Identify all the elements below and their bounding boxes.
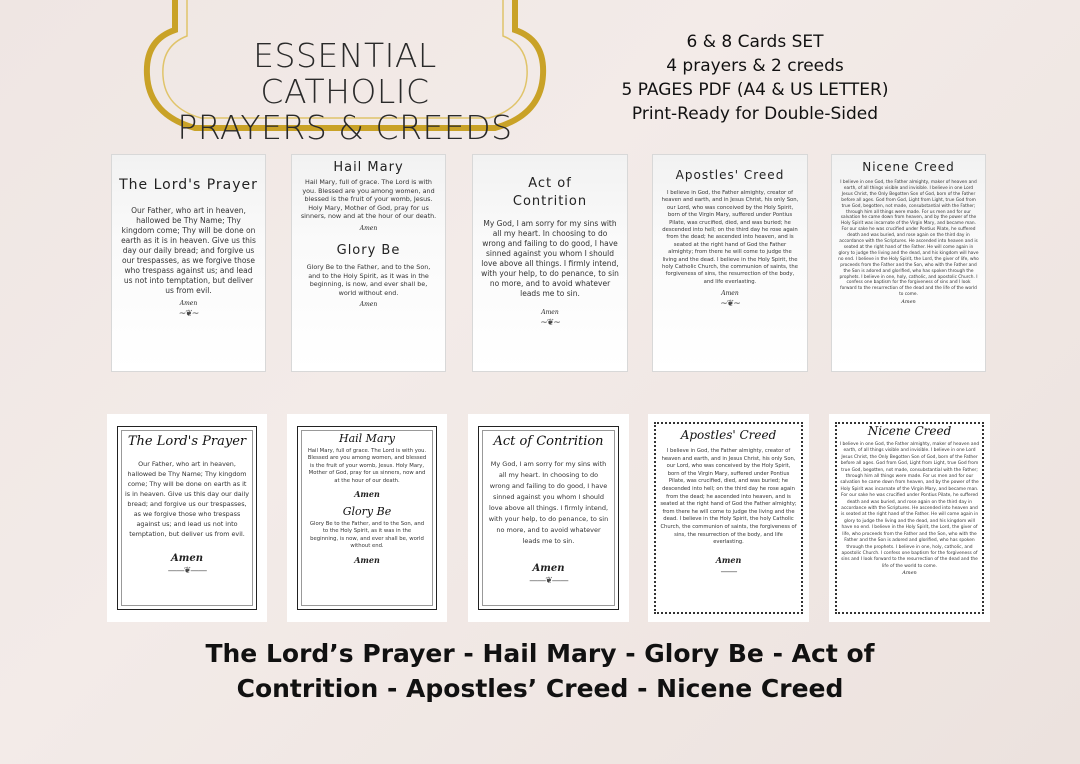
main-title [165, 38, 525, 146]
card-title: Apostles' Creed [680, 428, 777, 442]
card-amen: Amen [359, 224, 378, 232]
card-title: Nicene Creed [867, 424, 952, 438]
flourish-icon: ——❦—— [529, 576, 568, 586]
info-line: Print-Ready for Double-Sided [631, 104, 879, 124]
card-amen-2: Amen [354, 554, 380, 565]
flourish-icon: ~❦~ [540, 318, 560, 328]
caption-line2: Contrition - Apostles’ Creed - Nicene Creed [236, 674, 844, 703]
card-title-2: Glory Be [342, 505, 392, 519]
card-amen: Amen [179, 300, 198, 307]
card-title: The Lord's Prayer [119, 177, 258, 193]
main-title-line2: PRAYERS & CREEDS [177, 108, 513, 147]
card-body-2: Glory Be to the Father, and to the Son, and to the Holy Spirit, as it was in the beginning, is now, and ever shall be, world without end. [309, 521, 425, 550]
prayer-list-caption [0, 636, 1080, 706]
card-body: I believe in God, the Father almighty, creator of heaven and earth, and in Jesus Christ, his only Son, our Lord, who was conceived by the Holy Spirit, born of the Virgin Mary, suffered under Pontius Pilate, was crucified, died, and was buried; he descended into hell; on the third day he rose again from the dead; he ascended into heaven, and is seated at the right hand of God the Father almighty; from there he will come to judge the living and the dead. I believe in the Holy Spirit, the holy Catholic Church, the communion of saints, the forgiveness of sins, the resurrection of the body, and life everlasting. [660, 448, 797, 546]
info-line: 5 PAGES PDF (A4 & US LETTER) [621, 80, 889, 100]
card-title: Hail Mary [339, 432, 395, 445]
caption-line1: The Lord’s Prayer - Hail Mary - Glory Be - Act of [205, 639, 875, 668]
card-title: The Lord's Prayer [127, 434, 247, 449]
card-body-2: Glory Be to the Father, and to the Son, and to the Holy Spirit, as it was in the beginning, is now, and ever shall be, world without end. [306, 262, 431, 297]
card-amen: Amen [532, 563, 565, 574]
card-title: Act of Contrition [493, 434, 604, 449]
card-lords-prayer-v2 [107, 414, 267, 622]
card-hail-mary-glory-be-v2 [287, 414, 447, 622]
card-body: Our Father, who art in heaven, hallowed be Thy Name; Thy kingdom come; Thy will be done on earth as it is in heaven. Give us this day our daily bread; and forgive us our trespasses, as we forgive those who trespass against us; and lead us not into temptation, but deliver us from evil. [121, 206, 256, 295]
card-act-of-contrition-v2 [468, 414, 629, 622]
card-title-2: Glory Be [336, 242, 401, 258]
flourish-icon: —— [720, 566, 737, 577]
card-hail-mary-glory-be-v1 [291, 154, 446, 372]
card-apostles-creed-v1 [652, 154, 808, 372]
flourish-icon: ~❦~ [178, 309, 199, 319]
flourish-icon: ~❦~ [720, 299, 740, 310]
card-body: I believe in one God, the Father almighty, maker of heaven and earth, of all things visible and invisible. I believe in one Lord Jesus Christ, the Only Begotten Son of God, born of the Father before all ages. God from God, Light from Light, true God from true God, begotten, not made, consubstantial with the Father; through him all things were made. For us men and for our salvation he came down from heaven, and by the power of the Holy Spirit was incarnate of the Virgin Mary, and became man. For our sake he was crucified under Pontius Pilate, he suffered death and was buried, and rose again on the third day in accordance with the Scriptures. He ascended into heaven and is seated at the right hand of the Father. He will come again in glory to judge the living and the dead, and his kingdom will have no end. I believe in the Holy Spirit, the Lord, the giver of life, who proceeds from the Father and the Son, who with the Father and the Son is adored and glorified, who has spoken through the prophets. I believe in one, holy, catholic, and apostolic Church. I confess one baptism for the forgiveness of sins and I look forward to the resurrection of the dead and the life of the world to come. [839, 442, 980, 569]
card-body: My God, I am sorry for my sins with all my heart. In choosing to do wrong and failing to do good, I have sinned against you whom I should love above all things. I firmly intend, with your help, to do penance, to sin no more, and to avoid whatever leads me to sin. [488, 460, 609, 545]
card-amen-2: Amen [359, 301, 378, 309]
card-amen: Amen [715, 554, 742, 565]
card-lords-prayer-v1 [111, 154, 266, 372]
info-line: 6 & 8 Cards SET [686, 32, 824, 52]
main-title-line1: ESSENTIAL CATHOLIC [253, 36, 437, 111]
card-act-of-contrition-v1 [472, 154, 628, 372]
card-title: Act of Contrition [512, 176, 588, 209]
card-amen: Amen [721, 290, 739, 298]
card-body: I believe in one God, the Father almighty, maker of heaven and earth, of all things visible and invisible. I believe in one Lord Jesus Christ, the Only Begotten Son of God, born of the Father before all ages. God from God, Light from Light, true God from true God, begotten, not made, consubstantial with the Father; through him all things were made. For us men and for our salvation he came down from heaven, and by the power of the Holy Spirit was incarnate of the Virgin Mary, and became man. For our sake he was crucified under Pontius Pilate, he suffered death and was buried, and rose again on the third day in accordance with the Scriptures. He ascended into heaven and is seated at the right hand of the Father. He will come again in glory to judge the living and the dead, and his kingdom will have no end. I believe in the Holy Spirit, the Lord, the giver of life, who proceeds from the Father and the Son, who with the Father and the Son is adored and glorified, who has spoken through the prophets. I believe in one, holy, catholic, and apostolic Church. I confess one baptism for the forgiveness of sins and I look forward to the resurrection of the dead and the life of the world to come. [838, 180, 979, 298]
card-amen: Amen [354, 489, 380, 500]
card-title: Hail Mary [333, 160, 404, 175]
card-amen: Amen [171, 553, 203, 564]
flourish-icon: ——❦—— [167, 566, 207, 576]
card-body: My God, I am sorry for my sins with all my heart. In choosing to do wrong and failing to do good, I have sinned against you whom I should love above all things. I firmly intend, with your help, to do penance, to sin no more, and to avoid whatever leads me to sin. [481, 219, 619, 298]
card-body: Hail Mary, full of grace. The Lord is with you. Blessed are you among women, and blessed is the fruit of your womb, Jesus. Holy Mary, Mother of God, pray for us sinners, now and at the hour of our death. [307, 448, 427, 484]
card-title: Apostles' Creed [675, 168, 785, 182]
card-body: Hail Mary, full of grace. The Lord is with you. Blessed are you among women, and blessed is the fruit of your womb, Jesus. Holy Mary, Mother of God, pray for us sinners, now and at the hour of our death. [300, 178, 437, 221]
card-apostles-creed-v2 [648, 414, 809, 622]
card-amen: Amen [541, 309, 559, 316]
card-nicene-creed-v1 [831, 154, 986, 372]
card-title: Nicene Creed [862, 160, 955, 174]
card-body: Our Father, who art in heaven, hallowed be Thy Name; Thy kingdom come; Thy will be done on earth as it is in heaven. Give us this day our daily bread; and forgive us our trespasses, as we forgive those who trespass against us; and lead us not into temptation, but deliver us from evil. [125, 460, 250, 538]
card-body: I believe in God, the Father almighty, creator of heaven and earth, and in Jesus Christ, his only Son, our Lord, who was conceived by the Holy Spirit, born of the Virgin Mary, suffered under Pontius Pilate, was crucified, died, and was buried; he descended into hell; on the third day he rose again from the dead; he ascended into heaven, and is seated at the right hand of God the Father almighty; from there he will come to judge the living and the dead. I believe in the Holy Spirit, the holy Catholic Church, the communion of saints, the forgiveness of sins, the resurrection of the body, and life everlasting. [661, 190, 799, 285]
info-line: 4 prayers & 2 creeds [666, 56, 844, 76]
product-info [590, 30, 920, 126]
card-nicene-creed-v2 [829, 414, 990, 622]
card-amen: Amen [902, 570, 917, 577]
card-amen: Amen [901, 299, 916, 306]
